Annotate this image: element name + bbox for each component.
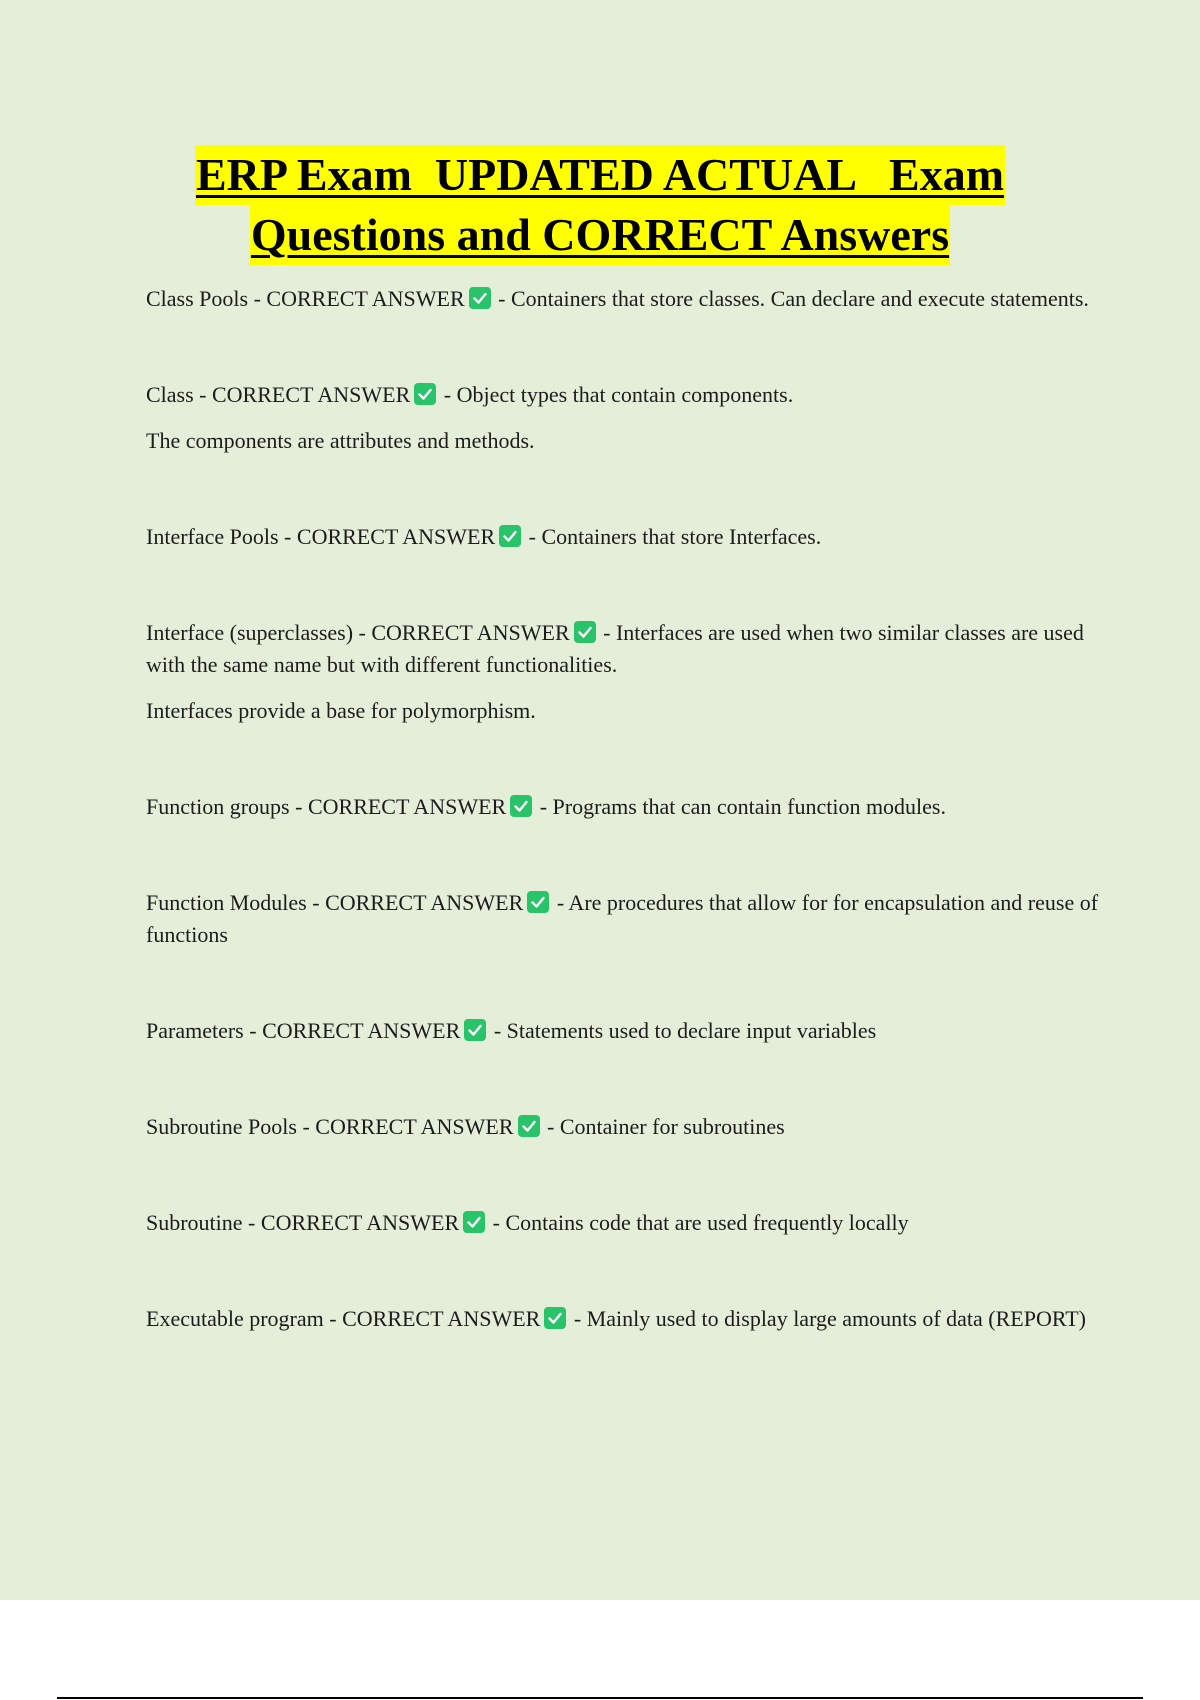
correct-answer-label: CORRECT ANSWER (262, 1018, 461, 1043)
qa-line (146, 521, 1101, 553)
title-line-2: Questions and CORRECT Answers (250, 205, 950, 265)
qa-term: Subroutine Pools - (146, 1114, 316, 1139)
qa-entry (146, 791, 1101, 823)
qa-line (146, 1111, 1101, 1143)
qa-entry (146, 1303, 1101, 1335)
qa-line (146, 379, 1101, 411)
qa-definition: - Statements used to declare input variables (488, 1018, 877, 1043)
qa-entry (146, 1111, 1101, 1143)
qa-line (146, 791, 1101, 823)
qa-entry (146, 887, 1101, 951)
qa-line (146, 1303, 1101, 1335)
qa-definition: - Containers that store Interfaces. (523, 524, 822, 549)
correct-answer-label: CORRECT ANSWER (371, 620, 570, 645)
checkmark-icon (544, 1307, 566, 1329)
qa-entry (146, 1207, 1101, 1239)
qa-entry (146, 379, 1101, 457)
qa-line (146, 887, 1101, 951)
qa-entry (146, 1015, 1101, 1047)
qa-definition: - Mainly used to display large amounts of data (REPORT) (568, 1306, 1086, 1331)
correct-answer-label: CORRECT ANSWER (307, 794, 507, 819)
qa-term: Parameters - (146, 1018, 263, 1043)
qa-definition: - Containers that store classes. Can declare and execute statements. (492, 286, 1089, 311)
footer-divider (57, 1697, 1143, 1699)
checkmark-icon (574, 621, 596, 643)
checkmark-icon (510, 795, 532, 817)
checkmark-icon (414, 383, 436, 405)
qa-entry (146, 521, 1101, 553)
qa-term: Executable program - (146, 1306, 343, 1331)
qa-extra-line: The components are attributes and methods. (146, 428, 535, 453)
qa-definition: - Container for subroutines (541, 1114, 785, 1139)
qa-term: Class - (146, 382, 212, 407)
qa-extra-line: Interfaces provide a base for polymorphism. (146, 698, 536, 723)
qa-term: Subroutine - (146, 1210, 261, 1235)
checkmark-icon (518, 1115, 540, 1137)
title-line-1: ERP Exam UPDATED ACTUAL Exam (195, 145, 1005, 205)
qa-term: Function groups - (146, 794, 308, 819)
checkmark-icon (464, 1019, 486, 1041)
qa-entry (146, 283, 1101, 315)
qa-line (146, 617, 1101, 681)
checkmark-icon (527, 891, 549, 913)
qa-line (146, 283, 1101, 315)
qa-definition: - Programs that can contain function modules. (534, 794, 946, 819)
qa-definition: - Contains code that are used frequently locally (487, 1210, 909, 1235)
correct-answer-label: CORRECT ANSWER (260, 1210, 460, 1235)
correct-answer-label: CORRECT ANSWER (315, 1114, 514, 1139)
correct-answer-label: CORRECT ANSWER (342, 1306, 541, 1331)
qa-line (146, 1015, 1101, 1047)
qa-list (146, 283, 1101, 1399)
correct-answer-label: CORRECT ANSWER (212, 382, 411, 407)
page-title (0, 145, 1200, 265)
qa-definition: - Interfaces are used when two similar classes are used with the same name but with different functionalities. (146, 620, 1084, 677)
checkmark-icon (469, 287, 491, 309)
correct-answer-label: CORRECT ANSWER (325, 890, 524, 915)
qa-definition: - Object types that contain components. (438, 382, 794, 407)
qa-term: Interface (superclasses) - (146, 620, 372, 645)
qa-term: Interface Pools - (146, 524, 297, 549)
qa-term: Function Modules - (146, 890, 326, 915)
correct-answer-label: CORRECT ANSWER (296, 524, 496, 549)
qa-term: Class Pools - (146, 286, 267, 311)
qa-line (146, 1207, 1101, 1239)
qa-entry (146, 617, 1101, 727)
qa-definition: - Are procedures that allow for for encapsulation and reuse of functions (146, 890, 1099, 947)
checkmark-icon (499, 525, 521, 547)
correct-answer-label: CORRECT ANSWER (266, 286, 465, 311)
checkmark-icon (463, 1211, 485, 1233)
